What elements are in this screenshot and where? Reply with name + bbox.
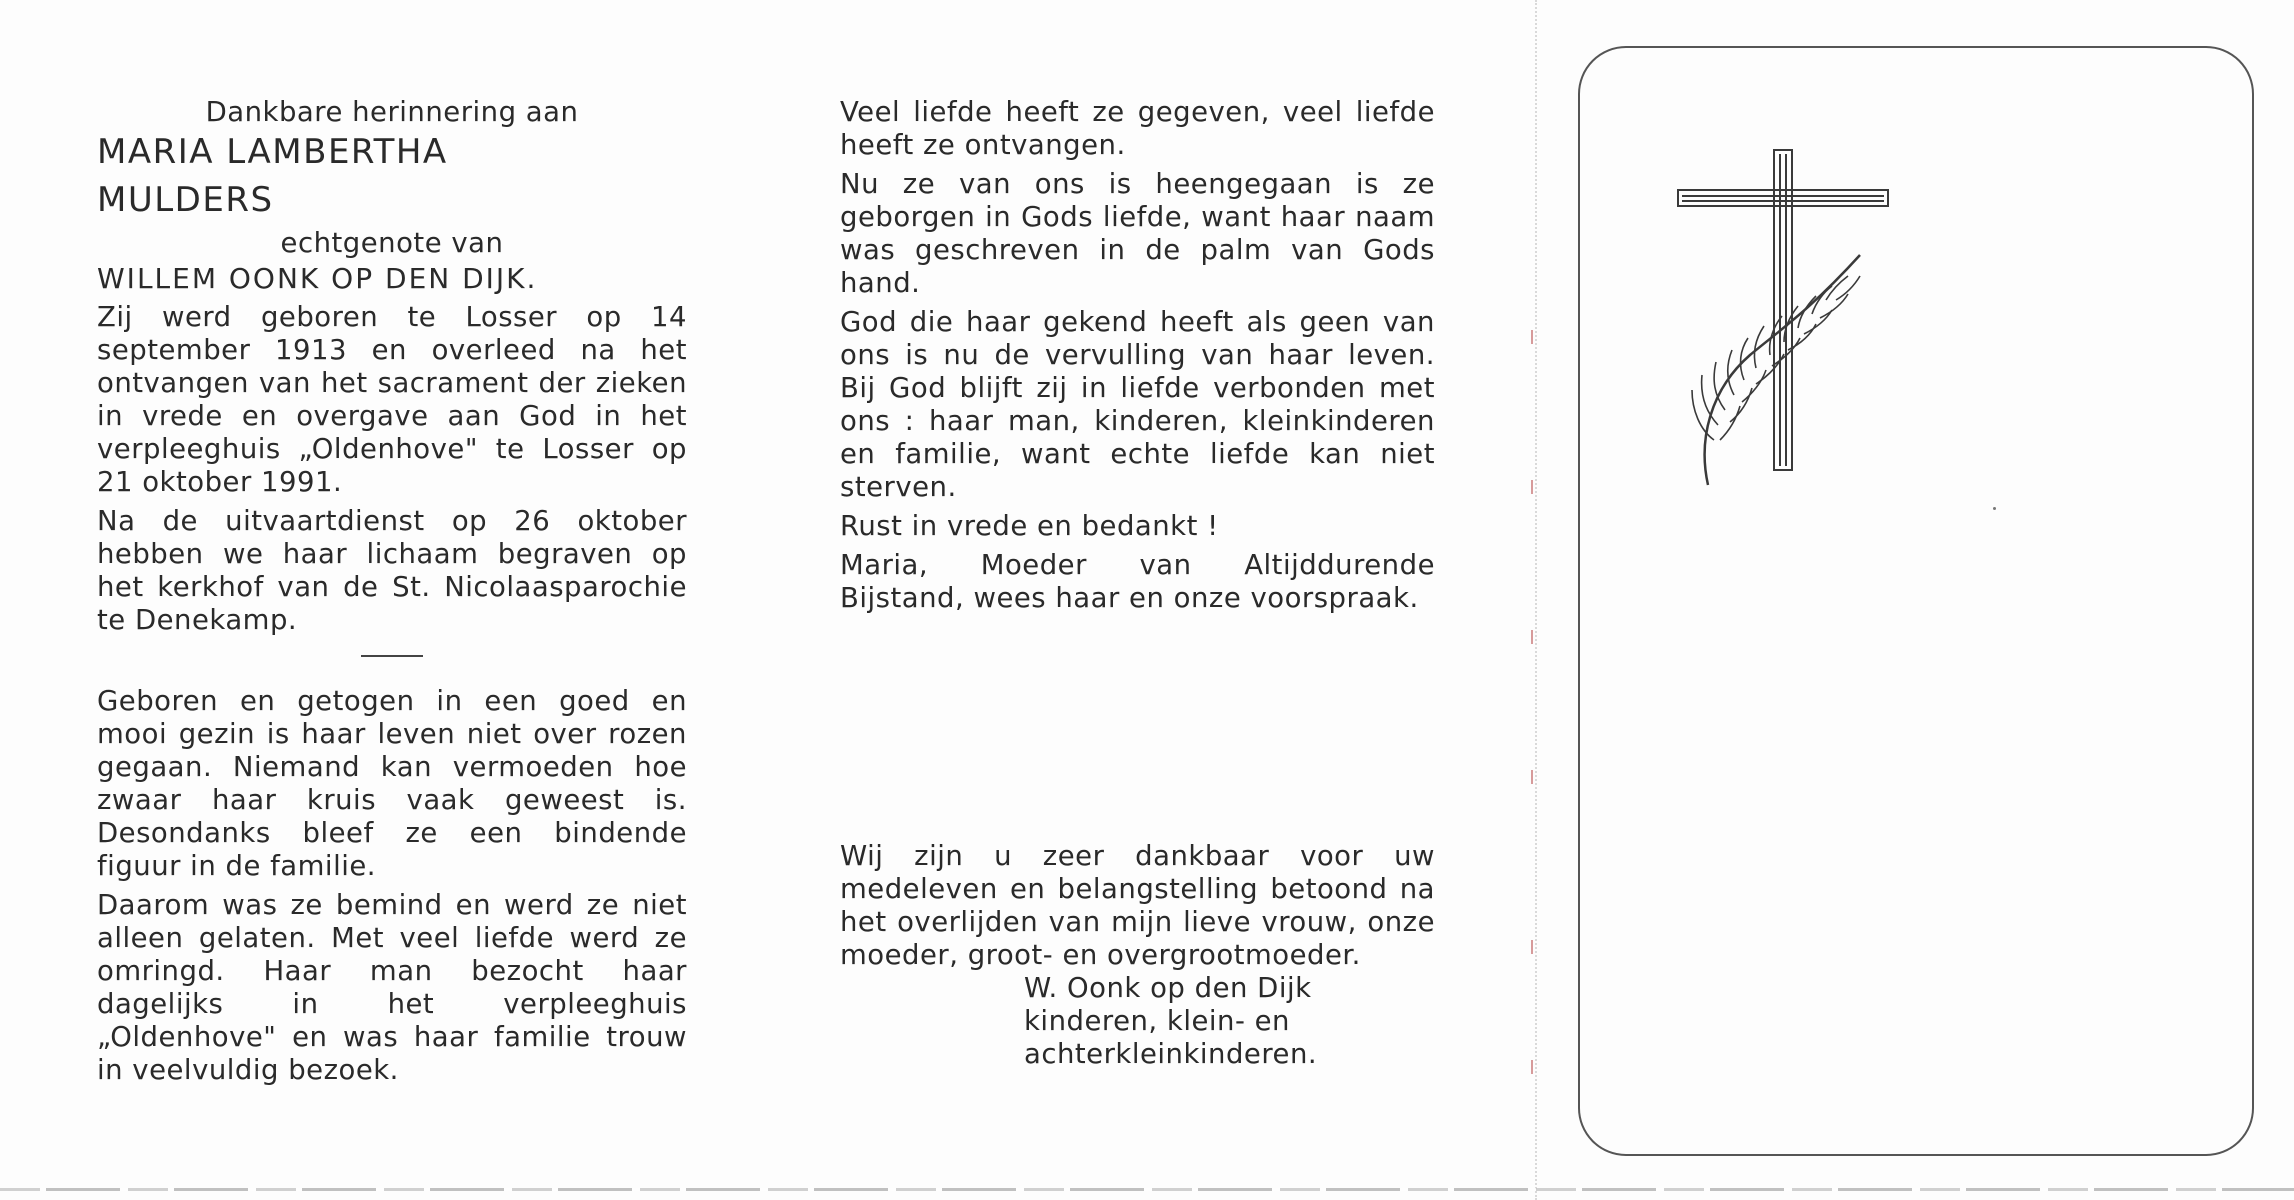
intro-text: Dankbare herinnering aan <box>205 96 579 128</box>
signature-line-1: W. Oonk op den Dijk <box>1024 972 1312 1004</box>
spouse-intro: echtgenote van <box>280 227 504 259</box>
signature-line-2: kinderen, klein- en <box>1024 1005 1290 1037</box>
prayer-paragraph: Maria, Moeder van Altijddurende Bijstand, wees haar en onze voorspraak. <box>840 549 1435 614</box>
thanks-paragraph: Wij zijn u zeer dankbaar voor uw medeleven en belangstelling betoond na het overlijden van mijn lieve vrouw, onze moeder, groot- en overgrootmoeder. <box>840 840 1435 971</box>
thanks-block <box>840 840 1435 1071</box>
middle-panel <box>840 96 1435 621</box>
left-panel <box>97 96 687 1093</box>
fulfilment-paragraph: God die haar gekend heeft als geen van ons is nu de vervulling van haar leven. Bij God blijft zij in liefde verbonden met ons : haar man, kinderen, kleinkinderen en familie, want echte liefde kan niet sterven. <box>840 306 1435 503</box>
cross-with-palm-branch-icon <box>1670 140 1890 500</box>
deceased-name-line2: MULDERS <box>97 180 274 220</box>
bottom-edge <box>0 1188 2294 1191</box>
life-paragraph: Geboren en getogen in een goed en mooi gezin is haar leven niet over rozen gegaan. Niemand kan vermoeden hoe zwaar haar kruis vaak geweest is. Desondanks bleef ze een bindende figuur in de familie. <box>97 685 687 882</box>
rest-in-peace-line: Rust in vrede en bedankt ! <box>840 510 1219 542</box>
love-paragraph: Veel liefde heeft ze gegeven, veel liefde heeft ze ontvangen. <box>840 96 1435 161</box>
care-paragraph: Daarom was ze bemind en werd ze niet alleen gelaten. Met veel liefde werd ze omringd. Haar man bezocht haar dagelijks in het verpleeghuis „Oldenhove" en was haar familie trouw in veelvuldig bezoek. <box>97 889 687 1086</box>
signature-line-3: achterkleinkinderen. <box>1024 1038 1318 1070</box>
fold-marks <box>1531 300 1537 1120</box>
print-speck <box>1993 507 1996 510</box>
gods-love-paragraph: Nu ze van ons is heengegaan is ze geborgen in Gods liefde, want haar naam was geschreven in de palm van Gods hand. <box>840 168 1435 299</box>
spouse-name: WILLEM OONK OP DEN DIJK. <box>97 262 538 295</box>
funeral-paragraph: Na de uitvaartdienst op 26 oktober hebben we haar lichaam begraven op het kerkhof van de St. Nicolaasparochie te Denekamp. <box>97 505 687 636</box>
birth-death-paragraph: Zij werd geboren te Losser op 14 september 1913 en overleed na het ontvangen van het sacrament der zieken in vrede en overgave aan God in het verpleeghuis „Oldenhove" te Losser op 21 oktober 1991. <box>97 301 687 498</box>
deceased-name-line1: MARIA LAMBERTHA <box>97 132 448 172</box>
divider <box>361 655 423 657</box>
